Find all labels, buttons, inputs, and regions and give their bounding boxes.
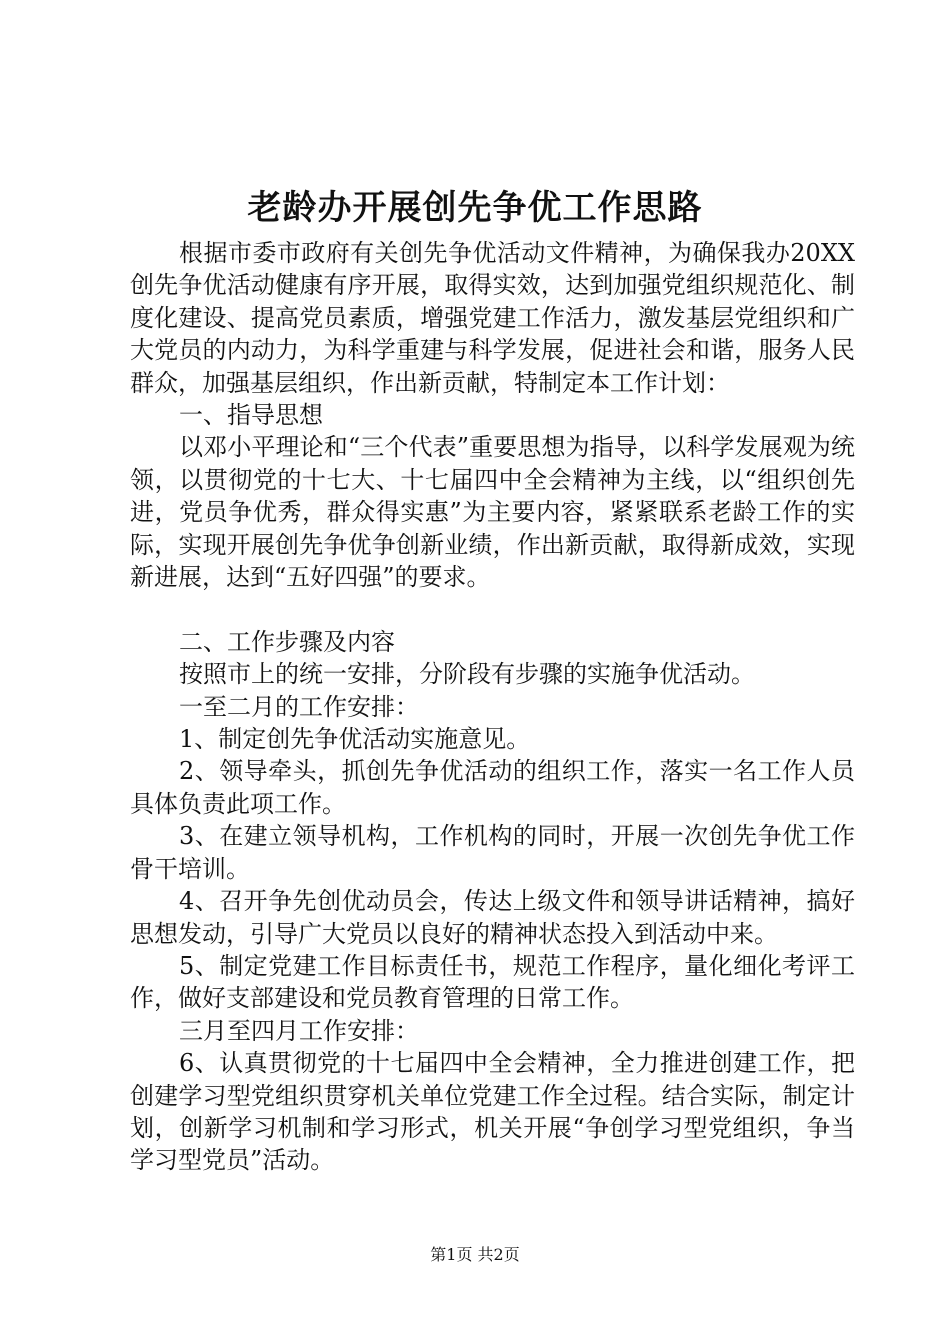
intro-paragraph: 根据市委市政府有关创先争优活动文件精神，为确保我办20XX创先争优活动健康有序开展，取得实效，达到加强党组织规范化、制度化建设、提高党员素质，增强党建工作活力，激发基层党组织和广大党员的内动力，为科学重建与科学发展，促进社会和谐，服务人民群众，加强基层组织，作出新贡献，特制定本工作计划： — [130, 239, 855, 397]
subheading-jan-feb: 一至二月的工作安排： — [179, 692, 419, 721]
list-item-5: 5、制定党建工作目标责任书，规范工作程序，量化细化考评工作，做好支部建设和党员教育管理的日常工作。 — [130, 951, 855, 1013]
document-body — [130, 237, 855, 1177]
list-item-3: 3、在建立领导机构，工作机构的同时，开展一次创先争优工作骨干培训。 — [130, 822, 855, 883]
list-item-4: 4、召开争先创优动员会，传达上级文件和领导讲话精神，搞好思想发动，引导广大党员以良好的精神状态投入到活动中来。 — [130, 887, 855, 948]
section-heading-guiding-thought: 一、指导思想 — [179, 401, 323, 430]
guiding-thought-paragraph: 以邓小平理论和“三个代表”重要思想为指导，以科学发展观为统领，以贯彻党的十七大、十七届四中全会精神为主线，以“组织创先进，党员争优秀，群众得实惠”为主要内容，紧紧联系老龄工作的实际，实现开展创先争优争创新业绩，作出新贡献，取得新成效，实现新进展，达到“五好四强”的要求。 — [130, 433, 855, 592]
page-footer: 第1页 共2页 — [430, 1245, 520, 1264]
list-item-6: 6、认真贯彻党的十七届四中全会精神，全力推进创建工作，把创建学习型党组织贯穿机关单位党建工作全过程。结合实际，制定计划，创新学习机制和学习形式，机关开展“争创学习型党组织，争当学习型党员”活动。 — [130, 1049, 855, 1175]
document-title: 老龄办开展创先争优工作思路 — [247, 188, 703, 228]
list-item-1: 1、制定创先争优活动实施意见。 — [179, 725, 531, 754]
work-steps-intro: 按照市上的统一安排，分阶段有步骤的实施争优活动。 — [179, 660, 755, 689]
list-item-2: 2、领导牵头，抓创先争优活动的组织工作，落实一名工作人员具体负责此项工作。 — [130, 757, 855, 818]
section-heading-work-steps: 二、工作步骤及内容 — [179, 627, 395, 656]
subheading-mar-apr: 三月至四月工作安排： — [179, 1016, 419, 1045]
paragraph-gap — [130, 593, 855, 625]
